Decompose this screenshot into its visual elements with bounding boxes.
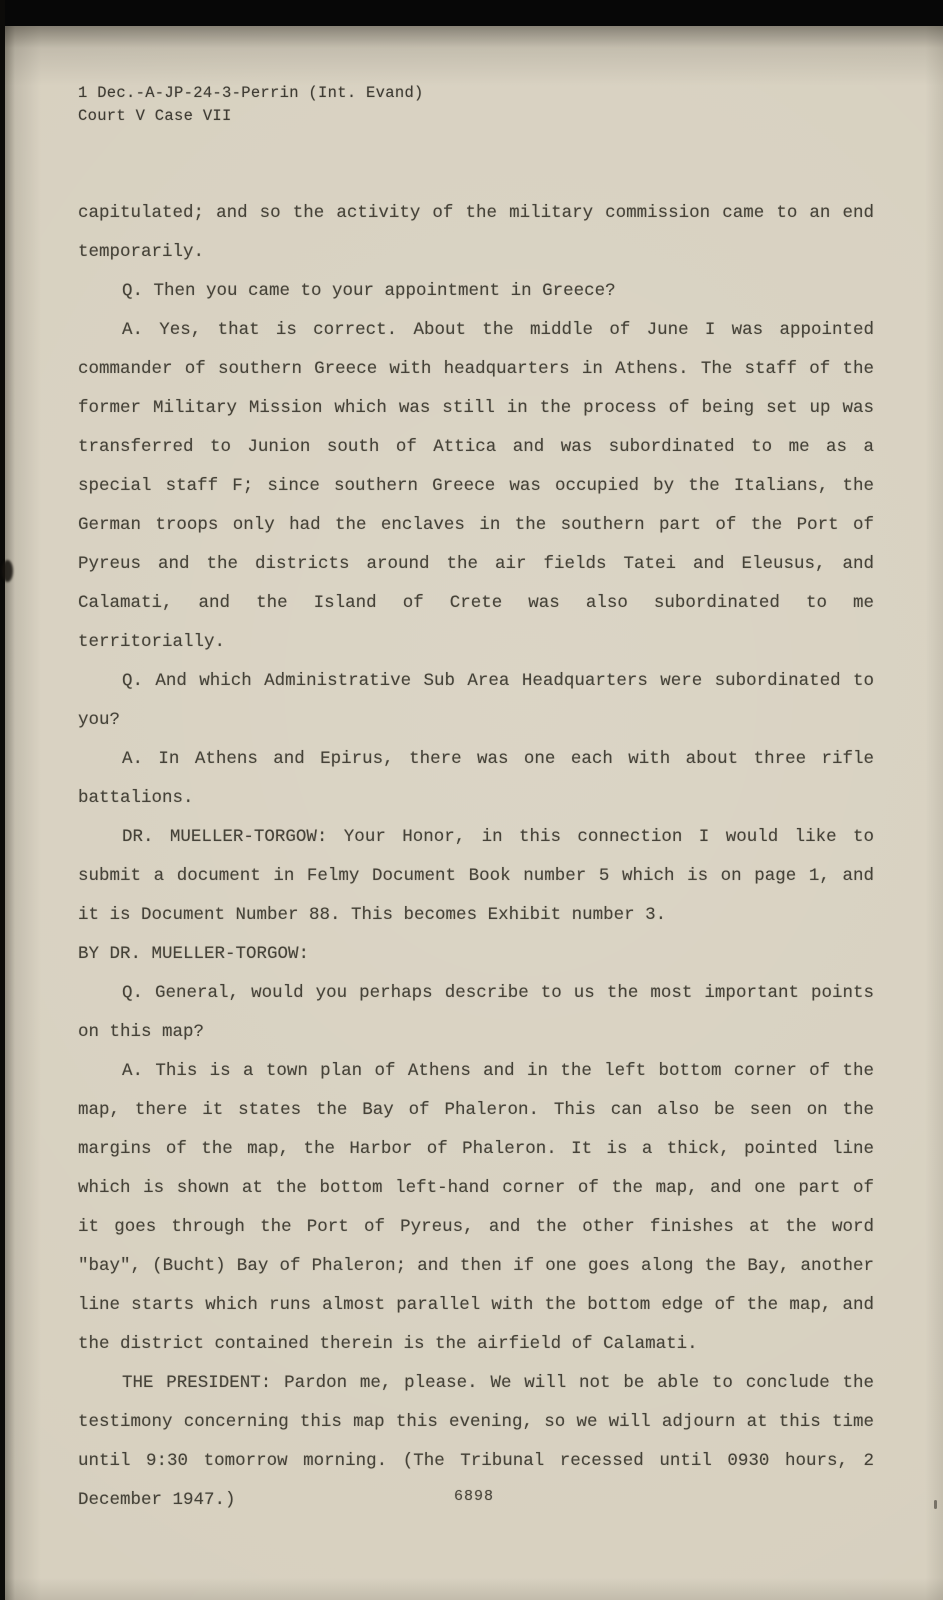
transcript-paragraph-by-counsel: BY DR. MUELLER-TORGOW: — [78, 944, 310, 964]
header-court-case-line: Court V Case VII — [78, 107, 232, 125]
page-header — [78, 82, 943, 128]
transcript-paragraph-question: Q. General, would you perhaps describe to us the most important points on this map? — [78, 983, 874, 1042]
transcript-paragraph-counsel: DR. MUELLER-TORGOW: Your Honor, in this connection I would like to submit a document in Felmy Document Book number 5 which is on page 1, and it is Document Number 88. This becomes Exhibit number 3. — [78, 827, 874, 925]
header-docket-line: 1 Dec.-A-JP-24-3-Perrin (Int. Evand) — [78, 84, 424, 102]
transcript-paragraph-question: Q. And which Administrative Sub Area Headquarters were subordinated to you? — [78, 671, 874, 730]
document-page — [5, 24, 943, 1600]
scan-artifact-speck — [934, 1500, 937, 1509]
scan-left-edge — [0, 0, 5, 1600]
transcript-paragraph-answer: A. This is a town plan of Athens and in the left bottom corner of the map, there it states the Bay of Phaleron. This can also be seen on the margins of the map, the Harbor of Phaleron. It is a thick, pointed line which is shown at the bottom left-hand corner of the map, and one part of it goes through the Port of Pyreus, and the other finishes at the word "bay", (Bucht) Bay of Phaleron; and then if one goes along the Bay, another line starts which runs almost parallel with the bottom edge of the map, and the district contained therein is the airfield of Calamati. — [78, 1061, 874, 1354]
transcript-paragraph-answer: A. In Athens and Epirus, there was one each with about three rifle battalions. — [78, 749, 874, 808]
transcript-body — [78, 194, 874, 1520]
transcript-paragraph-president: THE PRESIDENT: Pardon me, please. We will not be able to conclude the testimony concerning this map this evening, so we will adjourn at this time until 9:30 tomorrow morning. (The Tribunal recessed until 0930 hours, 2 December 1947.) — [78, 1373, 874, 1510]
page-number: 6898 — [453, 1488, 494, 1505]
transcript-paragraph-question: Q. Then you came to your appointment in Greece? — [122, 281, 616, 301]
scan-artifact-blob — [2, 560, 13, 582]
transcript-paragraph: capitulated; and so the activity of the military commission came to an end temporarily. — [78, 203, 874, 262]
transcript-paragraph-answer: A. Yes, that is correct. About the middle of June I was appointed commander of southern Greece with headquarters in Athens. The staff of the former Military Mission which was still in the process of being set up was transferred to Junion south of Attica and was subordinated to me as a special staff F; since southern Greece was occupied by the Italians, the German troops only had the enclaves in the southern part of the Port of Pyreus and the districts around the air fields Tatei and Eleusus, and Calamati, and the Island of Crete was also subordinated to me territorially. — [78, 320, 874, 652]
scan-top-edge — [0, 0, 943, 26]
